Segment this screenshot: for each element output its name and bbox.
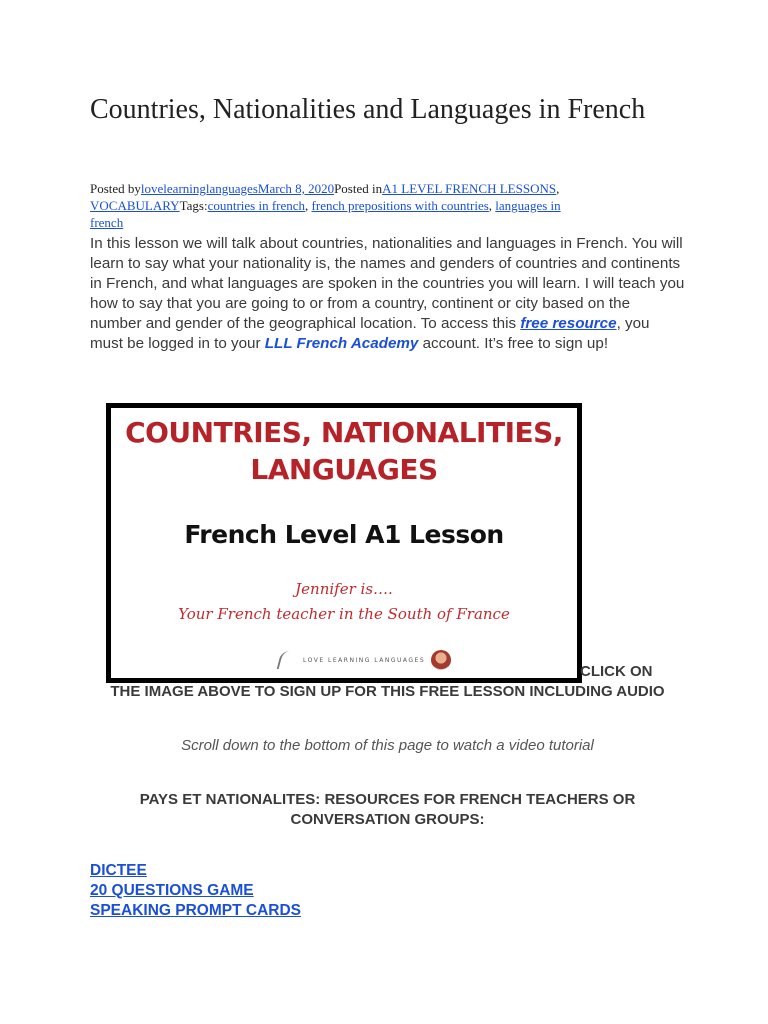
free-resource-link[interactable]: free resource bbox=[520, 315, 617, 332]
academy-name: LLL French Academy bbox=[264, 335, 419, 352]
cta-text bbox=[90, 662, 685, 702]
intro-paragraph bbox=[90, 234, 685, 354]
tags-label: Tags: bbox=[179, 198, 208, 213]
tag-languages-link[interactable]: languages in french bbox=[90, 198, 561, 230]
comma: , bbox=[556, 181, 560, 196]
resource-links bbox=[90, 861, 301, 921]
questions-game-link[interactable]: 20 QUESTIONS GAME bbox=[90, 882, 254, 899]
intro-text-1: In this lesson we will talk about countries, nationalities and languages in French. You will learn to say what your nationality is, the names and genders of countries and continents in French, and what languages are spoken in the countries you will learn. I will teach you how to say that you are going to or from a country, continent or city based on the number and gender of the geographical location. To access this bbox=[90, 235, 685, 332]
tag-prepositions-link[interactable]: french prepositions with countries bbox=[311, 198, 489, 213]
author-link[interactable]: lovelearninglanguages bbox=[140, 181, 258, 196]
banner-title-line-1: COUNTRIES, NATIONALITIES, bbox=[125, 416, 563, 449]
posted-in-label: Posted in bbox=[334, 181, 383, 196]
posted-by-label: Posted by bbox=[90, 181, 141, 196]
banner-script-line-2: Your French teacher in the South of France bbox=[178, 605, 510, 623]
dictee-link[interactable]: DICTEE bbox=[90, 862, 147, 879]
page-title: Countries, Nationalities and Languages in French bbox=[90, 94, 646, 125]
category-a1-link[interactable]: A1 LEVEL FRENCH LESSONS bbox=[382, 181, 557, 196]
tag-countries-link[interactable]: countries in french bbox=[207, 198, 306, 213]
banner-title-line-2: LANGUAGES bbox=[250, 453, 438, 486]
cta-part-1: CLICK ON bbox=[580, 663, 653, 680]
lesson-banner-image[interactable] bbox=[106, 403, 582, 683]
logo-text: LOVE LEARNING LANGUAGES bbox=[303, 656, 426, 664]
category-vocabulary-link[interactable]: VOCABULARY bbox=[90, 198, 180, 213]
video-note: Scroll down to the bottom of this page to watch a video tutorial bbox=[181, 737, 594, 754]
prompt-cards-link[interactable]: SPEAKING PROMPT CARDS bbox=[90, 902, 301, 919]
comma: , bbox=[488, 198, 493, 213]
resources-heading: PAYS ET NATIONALITES: RESOURCES FOR FRENCH TEACHERS OR CONVERSATION GROUPS: bbox=[139, 791, 636, 828]
banner-script-line-1: Jennifer is…. bbox=[295, 580, 393, 598]
post-meta bbox=[90, 180, 590, 231]
comma: , bbox=[305, 198, 309, 213]
banner-subtitle: French Level A1 Lesson bbox=[184, 520, 504, 549]
intro-text-2: , you must be logged in to your bbox=[90, 315, 650, 352]
date-link[interactable]: March 8, 2020 bbox=[257, 181, 335, 196]
cta-part-2: THE IMAGE ABOVE TO SIGN UP FOR THIS FREE LESSON INCLUDING AUDIO bbox=[110, 683, 665, 700]
intro-text-3: account. It’s free to sign up! bbox=[418, 335, 609, 352]
